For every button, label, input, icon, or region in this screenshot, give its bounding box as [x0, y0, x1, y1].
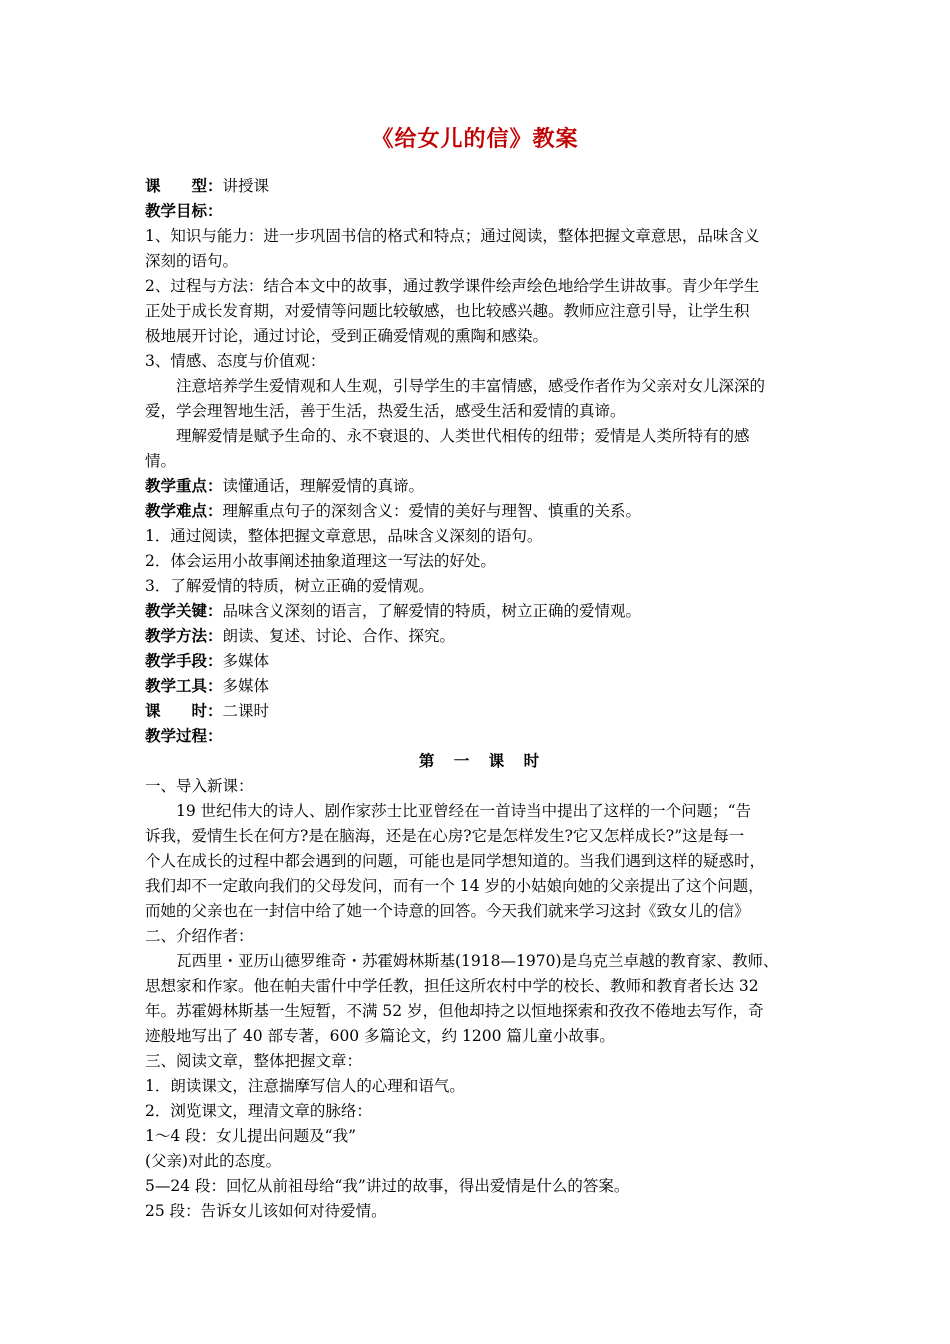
goal2-line3: 极地展开讨论，通过讨论，受到正确爱情观的熏陶和感染。 [145, 327, 549, 345]
section3-heading: 三、阅读文章，整体把握文章： [145, 1052, 363, 1070]
tools-value: 多媒体 [222, 677, 270, 695]
key-point-value: 读懂通话，理解爱情的真谛。 [222, 477, 425, 495]
goal1-line1: 1、知识与能力：进一步巩固书信的格式和特点；通过阅读，整体把握文章意思，品味含义 [145, 227, 760, 245]
section1-line1: 19 世纪伟大的诗人、剧作家莎士比亚曾经在一首诗当中提出了这样的一个问题；“告 [176, 802, 752, 820]
key-link-value: 品味含义深刻的语言，了解爱情的特质，树立正确的爱情观。 [222, 602, 642, 620]
section2-heading: 二、介绍作者： [145, 927, 254, 945]
key-point-line [145, 474, 813, 499]
section2-line4: 迹般地写出了 40 部专著，600 多篇论文，约 1200 篇儿童小故事。 [145, 1027, 615, 1045]
document-body [145, 174, 813, 1224]
section1-heading: 一、导入新课： [145, 777, 254, 795]
section2-line1: 瓦西里・亚历山德罗维奇・苏霍姆林斯基(1918—1970)是乌克兰卓越的教育家、教师、 [176, 952, 779, 970]
key-point-label: 教学重点： [145, 477, 223, 495]
method-value: 朗读、复述、讨论、合作、探究。 [222, 627, 456, 645]
section3-item5: 5—24 段：回忆从前祖母给“我”讲过的故事，得出爱情是什么的答案。 [145, 1177, 630, 1195]
difficulty-value: 理解重点句子的深刻含义：爱情的美好与理智、慎重的关系。 [222, 502, 642, 520]
tools-line [145, 674, 813, 699]
method-label: 教学方法： [145, 627, 223, 645]
section2-line3: 年。苏霍姆林斯基一生短暂，不满 52 岁，但他却持之以恒地探索和孜孜不倦地去写作，奇 [145, 1002, 764, 1020]
objective-1: 1．通过阅读，整体把握文章意思，品味含义深刻的语句。 [145, 527, 543, 545]
means-line [145, 649, 813, 674]
means-value: 多媒体 [222, 652, 270, 670]
goal3-para2-line2: 情。 [145, 452, 177, 470]
difficulty-line [145, 499, 813, 524]
section3-item4: (父亲)对此的态度。 [145, 1152, 282, 1170]
goal2-line1: 2、过程与方法：结合本文中的故事，通过教学课件绘声绘色地给学生讲故事。青少年学生 [145, 277, 760, 295]
goal3-para1-line1: 注意培养学生爱情观和人生观，引导学生的丰富情感，感受作者作为父亲对女儿深深的 [176, 377, 766, 395]
goal3-para2-line1: 理解爱情是赋予生命的、永不衰退的、人类世代相传的纽带；爱情是人类所特有的感 [176, 427, 750, 445]
section2-line2: 思想家和作家。他在帕夫雷什中学任教，担任这所农村中学的校长、教师和教育者长达 32 [145, 977, 759, 995]
goals-label: 教学目标： [145, 202, 223, 220]
lesson-heading: 第 一 课 时 [418, 752, 540, 770]
process-label: 教学过程： [145, 727, 223, 745]
course-type-line [145, 174, 813, 199]
section1-line5: 而她的父亲也在一封信中给了她一个诗意的回答。今天我们就来学习这封《致女儿的信》 [145, 902, 750, 920]
goal1-line2: 深刻的语句。 [145, 252, 239, 270]
section3-item2: 2．浏览课文，理清文章的脉络： [145, 1102, 372, 1120]
goal2-line2: 正处于成长发育期，对爱情等问题比较敏感，也比较感兴趣。教师应注意引导，让学生积 [145, 302, 750, 320]
difficulty-label: 教学难点： [145, 502, 223, 520]
section3-item1: 1．朗读课文，注意揣摩写信人的心理和语气。 [145, 1077, 465, 1095]
document-title: 《给女儿的信》教案 [371, 127, 579, 152]
means-label: 教学手段： [145, 652, 223, 670]
section1-line4: 我们却不一定敢向我们的父母发问，而有一个 14 岁的小姑娘向她的父亲提出了这个问题， [145, 877, 764, 895]
course-type-label: 课 型： [145, 177, 223, 195]
key-link-label: 教学关键： [145, 602, 223, 620]
section3-item6: 25 段：告诉女儿该如何对待爱情。 [145, 1202, 387, 1220]
section1-line3: 个人在成长的过程中都会遇到的问题，可能也是同学想知道的。当我们遇到这样的疑惑时， [145, 852, 766, 870]
hours-value: 二课时 [222, 702, 270, 720]
section3-item3: 1～4 段：女儿提出问题及“我” [145, 1127, 356, 1145]
hours-label: 课 时： [145, 702, 223, 720]
key-link-line [145, 599, 813, 624]
objective-3: 3．了解爱情的特质，树立正确的爱情观。 [145, 577, 434, 595]
method-line [145, 624, 813, 649]
hours-line [145, 699, 813, 724]
goal3-para1-line2: 爱，学会理智地生活，善于生活，热爱生活，感受生活和爱情的真谛。 [145, 402, 626, 420]
course-type-value: 讲授课 [222, 177, 270, 195]
section1-line2: 诉我，爱情生长在何方?是在脑海，还是在心房?它是怎样发生?它又怎样成长?”这是每一 [145, 827, 745, 845]
goal3-heading: 3、情感、态度与价值观： [145, 352, 326, 370]
tools-label: 教学工具： [145, 677, 223, 695]
objective-2: 2．体会运用小故事阐述抽象道理这一写法的好处。 [145, 552, 496, 570]
